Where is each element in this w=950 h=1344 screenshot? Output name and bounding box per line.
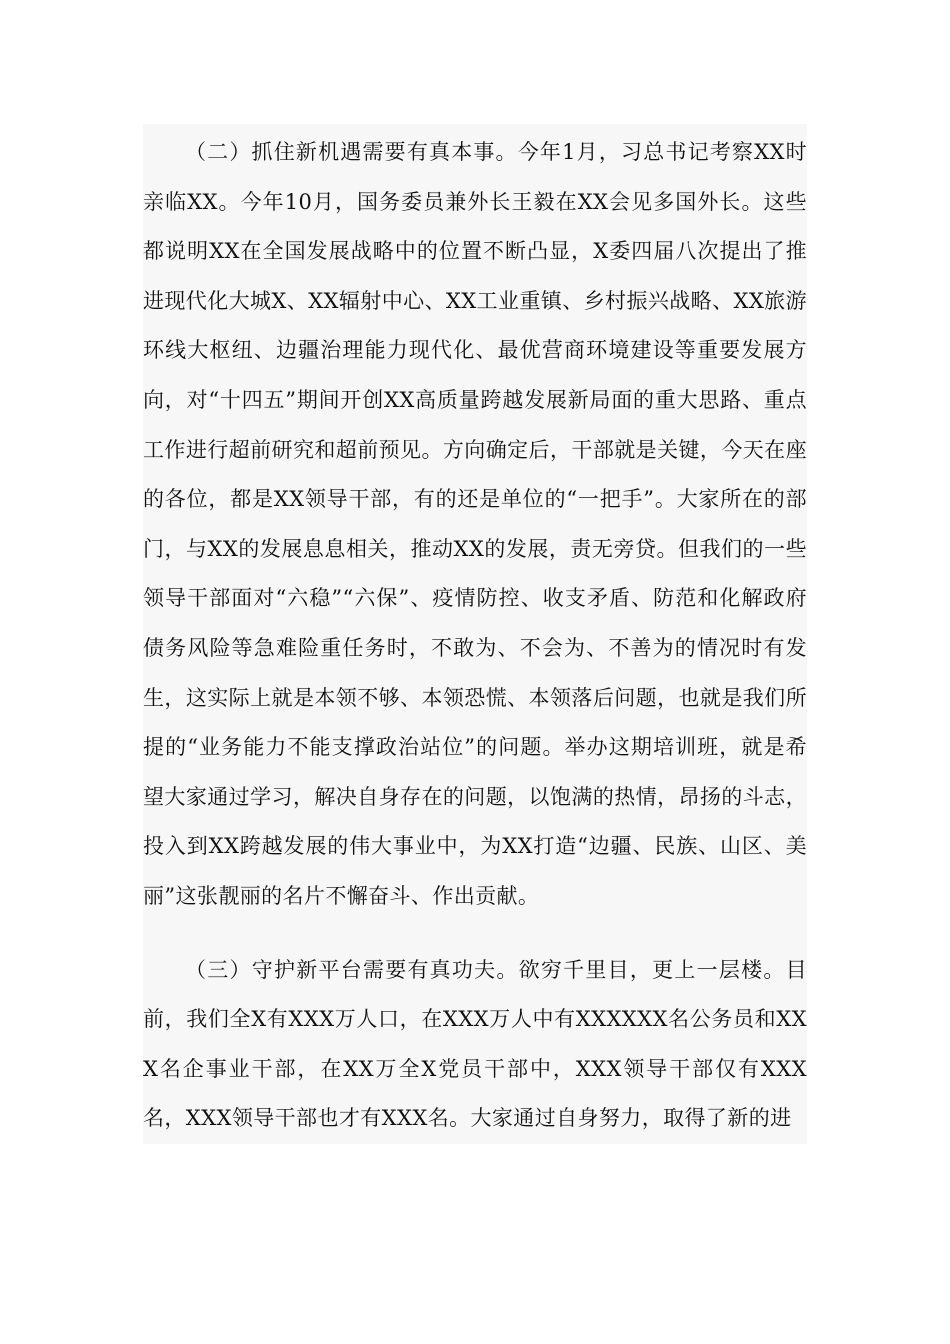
paragraph-section-2: （二）抓住新机遇需要有真本事。今年1月，习总书记考察XX时亲临XX。今年10月，国务委员兼外长王毅在XX会见多国外长。这些都说明XX在全国发展战略中的位置不断凸显，X委四届八次提出了推进现代化大城X、XX辐射中心、XX工业重镇、乡村振兴战略、XX旅游环线大枢纽、边疆治理能力现代化、最优营商环境建设等重要发展方向，对“十四五”期间开创XX高质量跨越发展新局面的重大思路、重点工作进行超前研究和超前预见。方向确定后，干部就是关键，今天在座的各位，都是XX领导干部，有的还是单位的“一把手”。大家所在的部门，与XX的发展息息相关，推动XX的发展，责无旁贷。但我们的一些领导干部面对“六稳”“六保”、疫情防控、收支矛盾、防范和化解政府债务风险等急难险重任务时，不敢为、不会为、不善为的情况时有发生，这实际上就是本领不够、本领恐慌、本领落后问题，也就是我们所提的“业务能力不能支撑政治站位”的问题。举办这期培训班，就是希望大家通过学习，解决自身存在的问题，以饱满的热情，昂扬的斗志，投入到XX跨越发展的伟大事业中，为XX打造“边疆、民族、山区、美丽”这张靓丽的名片不懈奋斗、作出贡献。: [143, 140, 807, 908]
document-body: [143, 124, 807, 1144]
paragraph-section-3: （三）守护新平台需要有真功夫。欲穷千里目，更上一层楼。目前，我们全X有XXX万人口，在XXX万人中有XXXXXX名公务员和XXX名企事业干部，在XX万全X党员干部中，XXX领导干部仅有XXX名，XXX领导干部也才有XXX名。大家通过自身努力，取得了新的进: [143, 957, 807, 1131]
